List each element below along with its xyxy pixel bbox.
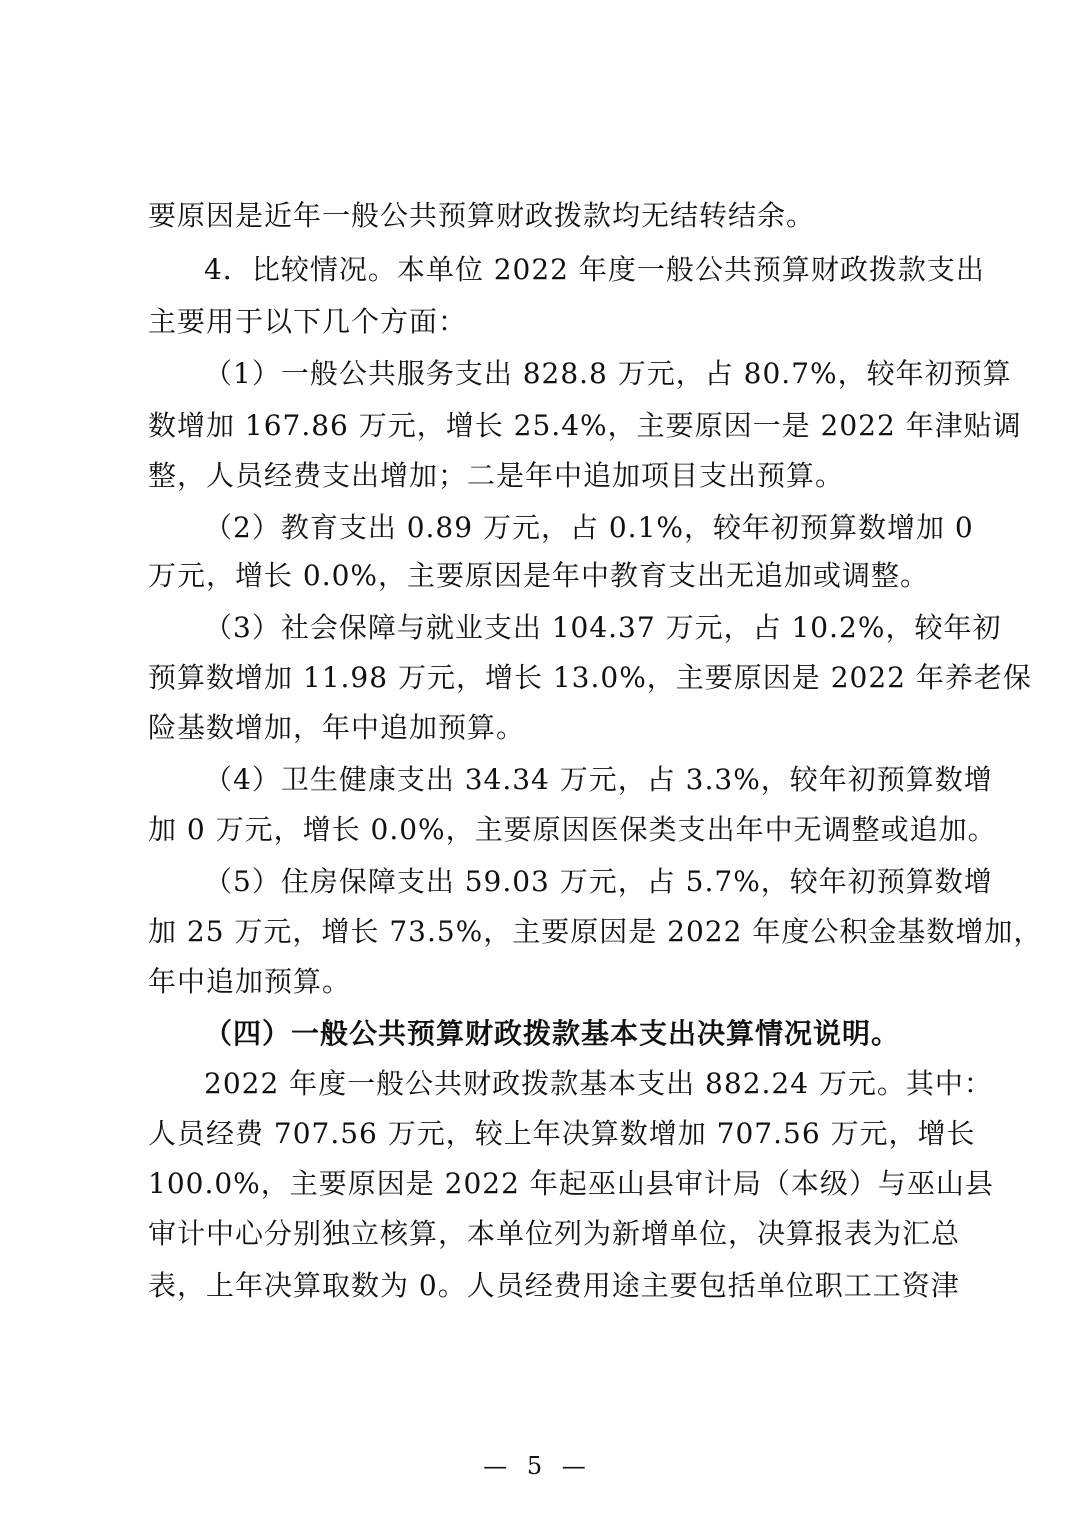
paragraph-line: 2022 年度一般公共财政拨款基本支出 882.24 万元。其中：	[204, 1067, 993, 1100]
paragraph-line: 加 25 万元，增长 73.5%，主要原因是 2022 年度公积金基数增加，	[148, 915, 1043, 948]
section-heading: （四）一般公共预算财政拨款基本支出决算情况说明。	[204, 1017, 901, 1050]
paragraph-line: （1）一般公共服务支出 828.8 万元，占 80.7%，较年初预算	[204, 357, 1012, 390]
paragraph-line: 加 0 万元，增长 0.0%，主要原因医保类支出年中无调整或追加。	[148, 813, 997, 846]
paragraph-line: 主要用于以下几个方面：	[148, 305, 468, 338]
paragraph-line: （5）住房保障支出 59.03 万元，占 5.7%，较年初预算数增	[204, 865, 993, 898]
paragraph-line: 预算数增加 11.98 万元，增长 13.0%，主要原因是 2022 年养老保	[148, 661, 1032, 694]
paragraph-line: （4）卫生健康支出 34.34 万元，占 3.3%，较年初预算数增	[204, 763, 993, 796]
paragraph-line: 要原因是近年一般公共预算财政拨款均无结转结余。	[148, 199, 816, 232]
paragraph-line: 年中追加预算。	[148, 965, 352, 998]
paragraph-line: 表，上年决算取数为 0。人员经费用途主要包括单位职工工资津	[148, 1269, 960, 1302]
paragraph-line: 人员经费 707.56 万元，较上年决算数增加 707.56 万元，增长	[148, 1117, 976, 1150]
paragraph-line: （3）社会保障与就业支出 104.37 万元，占 10.2%，较年初	[204, 611, 1002, 644]
paragraph-line: 4．比较情况。本单位 2022 年度一般公共预算财政拨款支出	[204, 253, 985, 286]
paragraph-line: （2）教育支出 0.89 万元，占 0.1%，较年初预算数增加 0	[204, 511, 974, 544]
paragraph-line: 险基数增加，年中追加预算。	[148, 711, 526, 744]
paragraph-line: 审计中心分别独立核算，本单位列为新增单位，决算报表为汇总	[148, 1217, 961, 1250]
paragraph-line: 万元，增长 0.0%，主要原因是年中教育支出无追加或调整。	[148, 559, 930, 592]
paragraph-line: 数增加 167.86 万元，增长 25.4%，主要原因一是 2022 年津贴调	[148, 409, 1022, 442]
page-number: — 5 —	[483, 1452, 592, 1480]
paragraph-line: 100.0%，主要原因是 2022 年起巫山县审计局（本级）与巫山县	[148, 1167, 994, 1200]
paragraph-line: 整，人员经费支出增加；二是年中追加项目支出预算。	[148, 459, 845, 492]
